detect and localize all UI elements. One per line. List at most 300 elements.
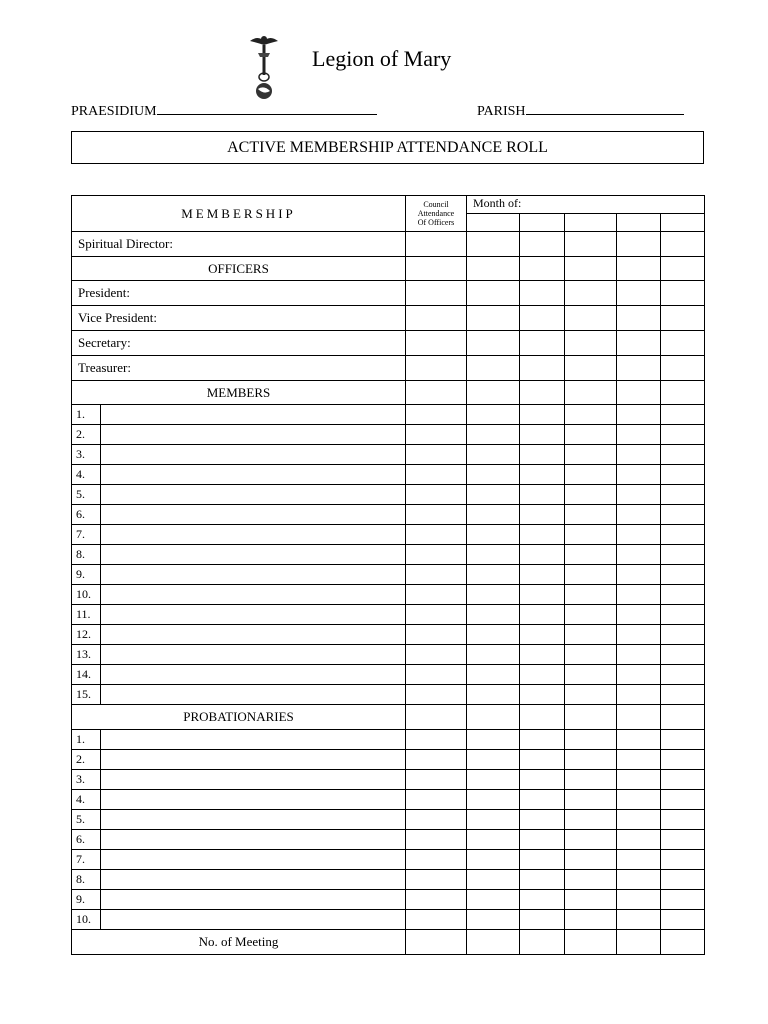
name-cell[interactable] xyxy=(101,910,406,930)
attendance-cell[interactable] xyxy=(520,625,565,645)
attendance-cell[interactable] xyxy=(565,331,617,356)
attendance-cell[interactable] xyxy=(661,910,705,930)
row-number: 6. xyxy=(72,830,101,850)
attendance-cell[interactable] xyxy=(661,545,705,565)
attendance-cell[interactable] xyxy=(467,331,520,356)
name-cell[interactable] xyxy=(101,485,406,505)
attendance-cell[interactable] xyxy=(406,645,467,665)
attendance-cell[interactable] xyxy=(520,790,565,810)
attendance-cell[interactable] xyxy=(565,705,617,730)
attendance-cell[interactable] xyxy=(565,405,617,425)
attendance-cell[interactable] xyxy=(617,232,661,257)
attendance-cell[interactable] xyxy=(661,465,705,485)
attendance-cell[interactable] xyxy=(406,505,467,525)
row-number: 3. xyxy=(72,770,101,790)
attendance-cell[interactable] xyxy=(467,930,520,955)
attendance-cell[interactable] xyxy=(661,605,705,625)
attendance-cell[interactable] xyxy=(406,331,467,356)
row-number: 8. xyxy=(72,870,101,890)
attendance-cell[interactable] xyxy=(406,485,467,505)
attendance-cell[interactable] xyxy=(406,585,467,605)
table-row xyxy=(72,730,705,750)
table-row xyxy=(72,625,705,645)
attendance-cell[interactable] xyxy=(617,850,661,870)
attendance-cell[interactable] xyxy=(406,405,467,425)
attendance-cell[interactable] xyxy=(617,790,661,810)
attendance-cell[interactable] xyxy=(565,232,617,257)
attendance-cell[interactable] xyxy=(467,565,520,585)
name-cell[interactable] xyxy=(101,830,406,850)
attendance-cell[interactable] xyxy=(565,381,617,405)
attendance-cell[interactable] xyxy=(661,810,705,830)
parish-blank[interactable] xyxy=(526,102,684,115)
table-row xyxy=(72,565,705,585)
name-cell[interactable] xyxy=(101,750,406,770)
attendance-cell[interactable] xyxy=(565,750,617,770)
attendance-cell[interactable] xyxy=(406,625,467,645)
attendance-cell[interactable] xyxy=(406,665,467,685)
attendance-cell[interactable] xyxy=(565,830,617,850)
attendance-cell[interactable] xyxy=(661,730,705,750)
attendance-cell[interactable] xyxy=(617,545,661,565)
attendance-cell[interactable] xyxy=(406,685,467,705)
attendance-cell[interactable] xyxy=(467,425,520,445)
attendance-cell[interactable] xyxy=(661,585,705,605)
attendance-cell[interactable] xyxy=(661,381,705,405)
attendance-cell[interactable] xyxy=(467,750,520,770)
attendance-cell[interactable] xyxy=(406,525,467,545)
attendance-cell[interactable] xyxy=(520,281,565,306)
table-row xyxy=(72,770,705,790)
name-cell[interactable] xyxy=(101,425,406,445)
name-cell[interactable] xyxy=(101,585,406,605)
attendance-cell[interactable] xyxy=(565,930,617,955)
attendance-cell[interactable] xyxy=(617,730,661,750)
attendance-cell[interactable] xyxy=(565,465,617,485)
attendance-cell[interactable] xyxy=(565,585,617,605)
attendance-cell[interactable] xyxy=(661,850,705,870)
attendance-cell[interactable] xyxy=(617,331,661,356)
attendance-cell[interactable] xyxy=(565,645,617,665)
table-row xyxy=(72,910,705,930)
attendance-cell[interactable] xyxy=(617,445,661,465)
attendance-cell[interactable] xyxy=(467,810,520,830)
attendance-cell[interactable] xyxy=(467,830,520,850)
officer-row: President: xyxy=(72,281,406,306)
attendance-cell[interactable] xyxy=(565,625,617,645)
row-number: 4. xyxy=(72,465,101,485)
attendance-cell[interactable] xyxy=(661,331,705,356)
attendance-cell[interactable] xyxy=(520,356,565,381)
attendance-cell[interactable] xyxy=(520,405,565,425)
attendance-cell[interactable] xyxy=(520,331,565,356)
month-col-5[interactable] xyxy=(661,214,705,232)
officer-row: Secretary: xyxy=(72,331,406,356)
attendance-cell[interactable] xyxy=(617,525,661,545)
row-number: 7. xyxy=(72,850,101,870)
attendance-cell[interactable] xyxy=(467,770,520,790)
name-cell[interactable] xyxy=(101,665,406,685)
attendance-cell[interactable] xyxy=(406,257,467,281)
council-line-3: Of Officers xyxy=(417,218,455,227)
attendance-cell[interactable] xyxy=(661,750,705,770)
attendance-cell[interactable] xyxy=(520,750,565,770)
attendance-cell[interactable] xyxy=(661,705,705,730)
attendance-cell[interactable] xyxy=(520,445,565,465)
attendance-cell[interactable] xyxy=(565,810,617,830)
attendance-cell[interactable] xyxy=(565,445,617,465)
table-row xyxy=(72,232,705,257)
attendance-cell[interactable] xyxy=(520,890,565,910)
attendance-cell[interactable] xyxy=(520,425,565,445)
table-row xyxy=(72,306,705,331)
attendance-cell[interactable] xyxy=(617,910,661,930)
attendance-cell[interactable] xyxy=(565,565,617,585)
attendance-cell[interactable] xyxy=(406,750,467,770)
name-cell[interactable] xyxy=(101,505,406,525)
attendance-cell[interactable] xyxy=(406,890,467,910)
attendance-cell[interactable] xyxy=(467,685,520,705)
row-number: 5. xyxy=(72,485,101,505)
attendance-cell[interactable] xyxy=(661,525,705,545)
table-row xyxy=(72,257,705,281)
attendance-cell[interactable] xyxy=(520,730,565,750)
attendance-cell[interactable] xyxy=(520,585,565,605)
name-cell[interactable] xyxy=(101,685,406,705)
attendance-cell[interactable] xyxy=(520,930,565,955)
table-row xyxy=(72,485,705,505)
name-cell[interactable] xyxy=(101,870,406,890)
attendance-cell[interactable] xyxy=(467,505,520,525)
attendance-cell[interactable] xyxy=(520,381,565,405)
attendance-cell[interactable] xyxy=(661,565,705,585)
name-cell[interactable] xyxy=(101,645,406,665)
table-row xyxy=(72,331,705,356)
attendance-cell[interactable] xyxy=(406,770,467,790)
attendance-cell[interactable] xyxy=(565,850,617,870)
attendance-cell[interactable] xyxy=(467,405,520,425)
attendance-cell[interactable] xyxy=(406,445,467,465)
attendance-cell[interactable] xyxy=(565,685,617,705)
attendance-cell[interactable] xyxy=(565,790,617,810)
attendance-cell[interactable] xyxy=(520,870,565,890)
attendance-cell[interactable] xyxy=(661,425,705,445)
attendance-cell[interactable] xyxy=(520,645,565,665)
attendance-cell[interactable] xyxy=(661,445,705,465)
attendance-cell[interactable] xyxy=(617,890,661,910)
attendance-cell[interactable] xyxy=(467,585,520,605)
attendance-cell[interactable] xyxy=(661,232,705,257)
attendance-cell[interactable] xyxy=(661,870,705,890)
attendance-cell[interactable] xyxy=(661,665,705,685)
attendance-cell[interactable] xyxy=(565,356,617,381)
name-cell[interactable] xyxy=(101,445,406,465)
attendance-cell[interactable] xyxy=(406,790,467,810)
row-number: 2. xyxy=(72,425,101,445)
attendance-cell[interactable] xyxy=(661,356,705,381)
month-col-1[interactable] xyxy=(467,214,520,232)
attendance-cell[interactable] xyxy=(617,585,661,605)
name-cell[interactable] xyxy=(101,730,406,750)
attendance-cell[interactable] xyxy=(467,645,520,665)
attendance-cell[interactable] xyxy=(565,890,617,910)
officers-header: OFFICERS xyxy=(72,257,406,281)
attendance-cell[interactable] xyxy=(565,770,617,790)
table-row xyxy=(72,850,705,870)
attendance-cell[interactable] xyxy=(406,306,467,331)
attendance-cell[interactable] xyxy=(467,281,520,306)
name-cell[interactable] xyxy=(101,465,406,485)
legion-emblem-icon xyxy=(246,33,282,103)
table-row xyxy=(72,281,705,306)
name-cell[interactable] xyxy=(101,605,406,625)
attendance-cell[interactable] xyxy=(520,910,565,930)
attendance-cell[interactable] xyxy=(617,605,661,625)
attendance-cell[interactable] xyxy=(467,605,520,625)
attendance-cell[interactable] xyxy=(406,830,467,850)
attendance-cell[interactable] xyxy=(617,830,661,850)
attendance-cell[interactable] xyxy=(565,545,617,565)
name-cell[interactable] xyxy=(101,405,406,425)
attendance-cell[interactable] xyxy=(406,232,467,257)
attendance-cell[interactable] xyxy=(565,505,617,525)
attendance-cell[interactable] xyxy=(520,605,565,625)
attendance-cell[interactable] xyxy=(520,685,565,705)
attendance-cell[interactable] xyxy=(520,850,565,870)
month-col-2[interactable] xyxy=(520,214,565,232)
praesidium-label: PRAESIDIUM xyxy=(71,104,157,119)
row-number: 5. xyxy=(72,810,101,830)
row-number: 2. xyxy=(72,750,101,770)
attendance-cell[interactable] xyxy=(520,705,565,730)
table-row xyxy=(72,930,705,955)
attendance-cell[interactable] xyxy=(406,605,467,625)
attendance-cell[interactable] xyxy=(617,770,661,790)
attendance-cell[interactable] xyxy=(406,465,467,485)
attendance-cell[interactable] xyxy=(617,645,661,665)
attendance-cell[interactable] xyxy=(520,465,565,485)
row-number: 4. xyxy=(72,790,101,810)
attendance-cell[interactable] xyxy=(661,485,705,505)
table-row xyxy=(72,356,705,381)
attendance-cell[interactable] xyxy=(565,525,617,545)
attendance-cell[interactable] xyxy=(467,381,520,405)
officer-row: Vice President: xyxy=(72,306,406,331)
attendance-cell[interactable] xyxy=(520,257,565,281)
attendance-cell[interactable] xyxy=(467,232,520,257)
attendance-cell[interactable] xyxy=(406,850,467,870)
form-title: ACTIVE MEMBERSHIP ATTENDANCE ROLL xyxy=(71,131,704,164)
attendance-cell[interactable] xyxy=(406,930,467,955)
attendance-cell[interactable] xyxy=(661,770,705,790)
name-cell[interactable] xyxy=(101,790,406,810)
name-cell[interactable] xyxy=(101,890,406,910)
attendance-cell[interactable] xyxy=(467,485,520,505)
attendance-cell[interactable] xyxy=(406,705,467,730)
attendance-cell[interactable] xyxy=(520,505,565,525)
attendance-cell[interactable] xyxy=(565,605,617,625)
attendance-cell[interactable] xyxy=(467,465,520,485)
attendance-cell[interactable] xyxy=(520,306,565,331)
attendance-cell[interactable] xyxy=(617,750,661,770)
attendance-cell[interactable] xyxy=(520,485,565,505)
attendance-cell[interactable] xyxy=(617,465,661,485)
attendance-cell[interactable] xyxy=(520,232,565,257)
praesidium-blank[interactable] xyxy=(157,102,377,115)
attendance-cell[interactable] xyxy=(661,257,705,281)
attendance-cell[interactable] xyxy=(520,830,565,850)
attendance-cell[interactable] xyxy=(406,281,467,306)
attendance-cell[interactable] xyxy=(661,306,705,331)
attendance-cell[interactable] xyxy=(617,306,661,331)
attendance-cell[interactable] xyxy=(617,625,661,645)
name-cell[interactable] xyxy=(101,545,406,565)
council-attendance-header xyxy=(406,196,467,232)
table-row xyxy=(72,705,705,730)
month-of-label: Month of: xyxy=(467,196,705,214)
organization-name: Legion of Mary xyxy=(312,46,452,71)
table-row xyxy=(72,665,705,685)
attendance-cell[interactable] xyxy=(406,810,467,830)
table-row xyxy=(72,830,705,850)
attendance-cell[interactable] xyxy=(617,565,661,585)
row-number: 1. xyxy=(72,730,101,750)
attendance-cell[interactable] xyxy=(520,810,565,830)
attendance-cell[interactable] xyxy=(565,485,617,505)
attendance-cell[interactable] xyxy=(467,625,520,645)
name-cell[interactable] xyxy=(101,850,406,870)
table-row xyxy=(72,445,705,465)
attendance-cell[interactable] xyxy=(661,930,705,955)
attendance-cell[interactable] xyxy=(661,625,705,645)
officer-row: Treasurer: xyxy=(72,356,406,381)
attendance-cell[interactable] xyxy=(467,790,520,810)
month-col-4[interactable] xyxy=(617,214,661,232)
attendance-cell[interactable] xyxy=(467,910,520,930)
table-row xyxy=(72,790,705,810)
parish-label: PARISH xyxy=(477,104,526,119)
attendance-cell[interactable] xyxy=(406,730,467,750)
attendance-cell[interactable] xyxy=(406,870,467,890)
attendance-cell[interactable] xyxy=(661,405,705,425)
attendance-cell[interactable] xyxy=(520,545,565,565)
attendance-cell[interactable] xyxy=(617,705,661,730)
table-row xyxy=(72,525,705,545)
attendance-cell[interactable] xyxy=(467,545,520,565)
row-number: 13. xyxy=(72,645,101,665)
row-number: 15. xyxy=(72,685,101,705)
attendance-cell[interactable] xyxy=(565,306,617,331)
row-number: 12. xyxy=(72,625,101,645)
attendance-cell[interactable] xyxy=(467,356,520,381)
council-line-2: Attendance xyxy=(417,209,455,218)
attendance-cell[interactable] xyxy=(520,565,565,585)
attendance-cell[interactable] xyxy=(467,665,520,685)
attendance-cell[interactable] xyxy=(520,525,565,545)
attendance-cell[interactable] xyxy=(617,257,661,281)
attendance-cell[interactable] xyxy=(467,525,520,545)
table-row xyxy=(72,605,705,625)
table-row xyxy=(72,585,705,605)
attendance-cell[interactable] xyxy=(617,870,661,890)
attendance-cell[interactable] xyxy=(520,770,565,790)
attendance-cell[interactable] xyxy=(406,545,467,565)
table-row xyxy=(72,870,705,890)
attendance-cell[interactable] xyxy=(467,870,520,890)
attendance-cell[interactable] xyxy=(565,870,617,890)
name-cell[interactable] xyxy=(101,625,406,645)
attendance-cell[interactable] xyxy=(467,890,520,910)
row-number: 11. xyxy=(72,605,101,625)
table-row xyxy=(72,810,705,830)
attendance-cell[interactable] xyxy=(617,356,661,381)
name-cell[interactable] xyxy=(101,525,406,545)
attendance-cell[interactable] xyxy=(617,685,661,705)
attendance-cell[interactable] xyxy=(467,705,520,730)
attendance-cell[interactable] xyxy=(617,405,661,425)
attendance-cell[interactable] xyxy=(406,356,467,381)
attendance-cell[interactable] xyxy=(467,850,520,870)
row-number: 14. xyxy=(72,665,101,685)
row-number: 10. xyxy=(72,910,101,930)
attendance-cell[interactable] xyxy=(565,425,617,445)
name-cell[interactable] xyxy=(101,770,406,790)
attendance-cell[interactable] xyxy=(617,381,661,405)
attendance-cell[interactable] xyxy=(565,281,617,306)
row-number: 10. xyxy=(72,585,101,605)
no-of-meeting-row: No. of Meeting xyxy=(72,930,406,955)
attendance-cell[interactable] xyxy=(467,257,520,281)
attendance-cell[interactable] xyxy=(565,257,617,281)
attendance-cell[interactable] xyxy=(565,910,617,930)
attendance-cell[interactable] xyxy=(661,830,705,850)
attendance-cell[interactable] xyxy=(617,810,661,830)
attendance-cell[interactable] xyxy=(617,505,661,525)
attendance-cell[interactable] xyxy=(406,565,467,585)
attendance-cell[interactable] xyxy=(406,381,467,405)
attendance-cell[interactable] xyxy=(467,445,520,465)
attendance-cell[interactable] xyxy=(661,890,705,910)
attendance-cell[interactable] xyxy=(467,730,520,750)
attendance-cell[interactable] xyxy=(520,665,565,685)
membership-header: MEMBERSHIP xyxy=(72,196,406,232)
praesidium-field xyxy=(71,102,377,120)
spiritual-director-row: Spiritual Director: xyxy=(72,232,406,257)
attendance-cell[interactable] xyxy=(467,306,520,331)
attendance-cell[interactable] xyxy=(565,730,617,750)
attendance-cell[interactable] xyxy=(406,910,467,930)
attendance-cell[interactable] xyxy=(661,645,705,665)
attendance-cell[interactable] xyxy=(565,665,617,685)
name-cell[interactable] xyxy=(101,810,406,830)
row-number: 1. xyxy=(72,405,101,425)
table-row xyxy=(72,505,705,525)
attendance-cell[interactable] xyxy=(406,425,467,445)
attendance-cell[interactable] xyxy=(661,505,705,525)
month-col-3[interactable] xyxy=(565,214,617,232)
attendance-cell[interactable] xyxy=(661,281,705,306)
attendance-cell[interactable] xyxy=(617,425,661,445)
attendance-cell[interactable] xyxy=(661,685,705,705)
attendance-table xyxy=(71,195,705,955)
attendance-cell[interactable] xyxy=(661,790,705,810)
attendance-cell[interactable] xyxy=(617,485,661,505)
attendance-cell[interactable] xyxy=(617,930,661,955)
attendance-cell[interactable] xyxy=(617,665,661,685)
row-number: 9. xyxy=(72,890,101,910)
attendance-cell[interactable] xyxy=(617,281,661,306)
name-cell[interactable] xyxy=(101,565,406,585)
